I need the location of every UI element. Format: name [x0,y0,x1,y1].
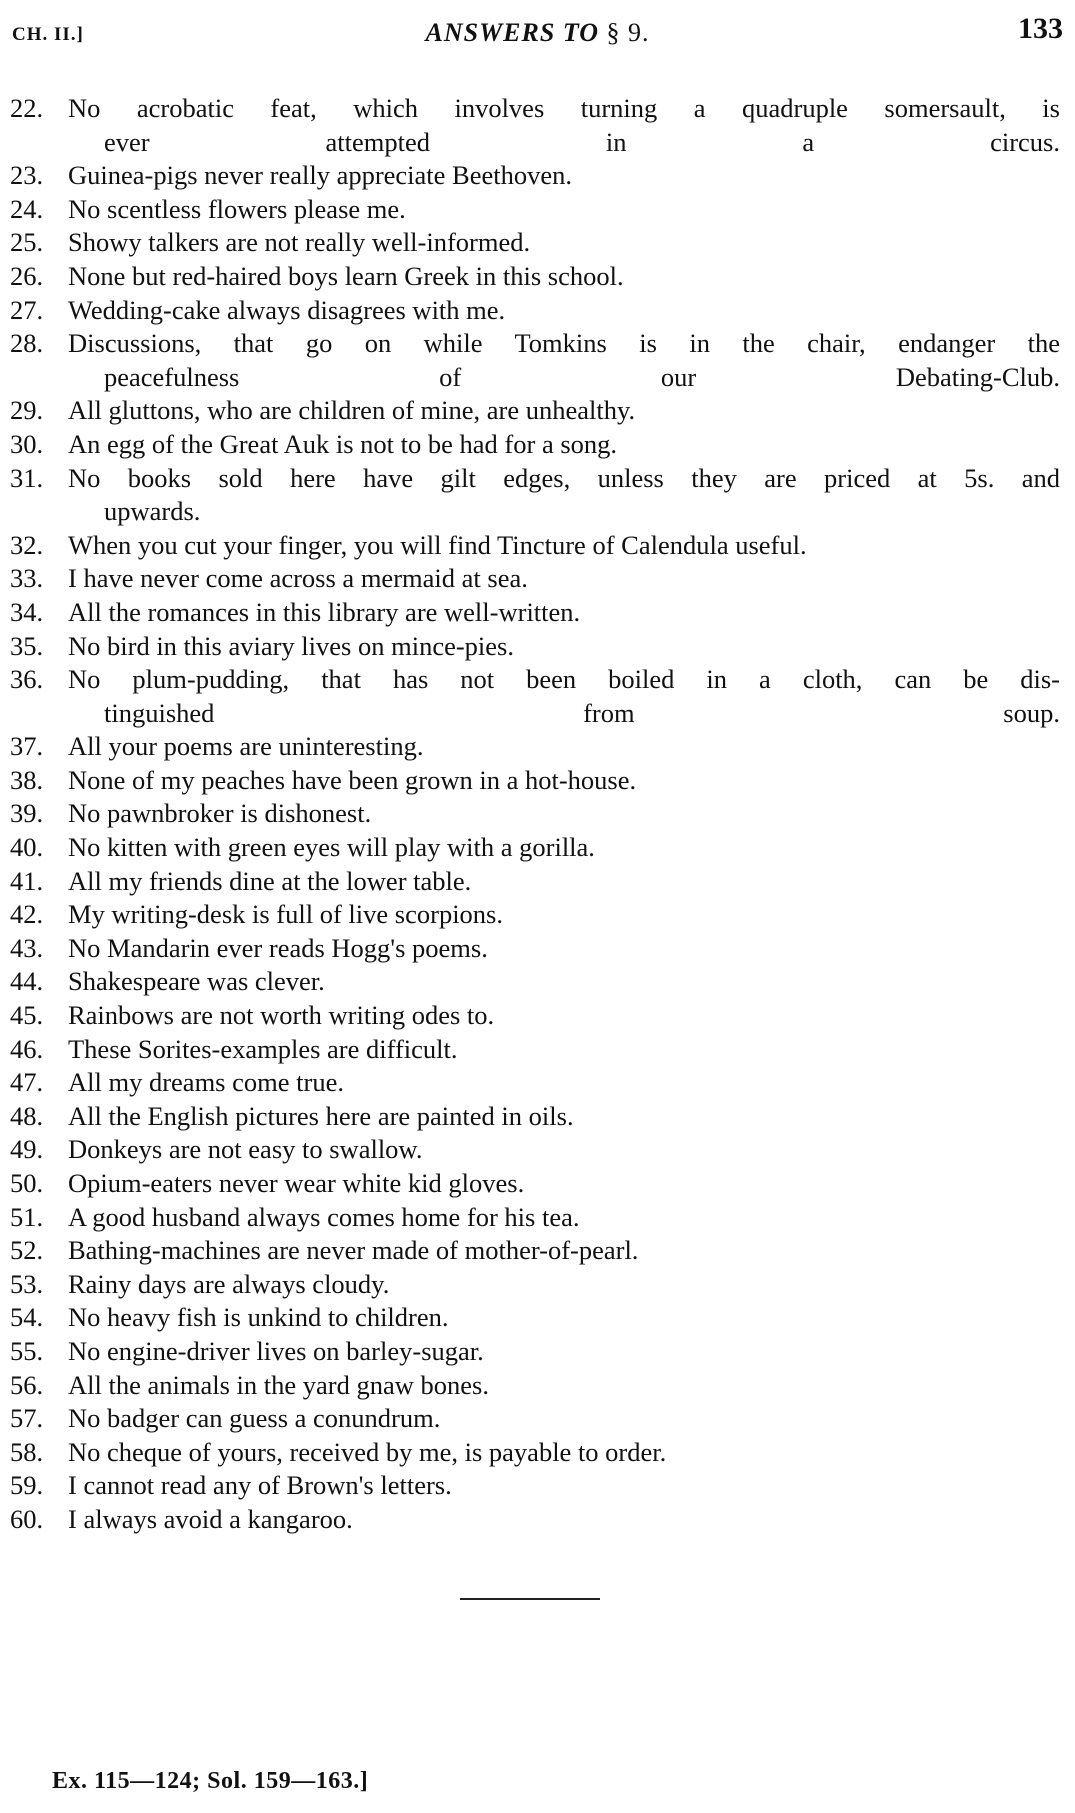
answer-text [68,1503,1060,1537]
answer-number: 51. [10,1201,44,1232]
answer-item [10,226,1060,260]
answer-line: These Sorites-examples are difficult. [68,1033,458,1064]
answer-text [68,764,1060,798]
answer-text [68,1268,1060,1302]
answer-continuation: peacefulness of our Debating-Club. [104,361,1060,392]
answer-text [68,999,1060,1033]
answer-text [68,1066,1060,1100]
answer-text [68,1167,1060,1201]
answer-item [10,193,1060,227]
answer-text [68,1100,1060,1134]
answer-item [10,865,1060,899]
answer-number: 40. [10,832,44,863]
answer-text [68,327,1060,394]
answer-number: 56. [10,1369,44,1400]
answer-item [10,1436,1060,1470]
answer-number: 43. [10,932,44,963]
answer-line: Showy talkers are not really well-informed. [68,227,531,258]
answer-item [10,1402,1060,1436]
answer-line: All the English pictures here are painted in oils. [68,1100,574,1131]
answer-number: 53. [10,1268,44,1299]
answer-number: 32. [10,529,44,560]
answer-item [10,1469,1060,1503]
answer-line: Shakespeare was clever. [68,966,325,997]
answer-line: No plum-pudding, that has not been boiled in a cloth, can be dis- [68,664,1060,695]
answer-item [10,764,1060,798]
answer-line: Bathing-machines are never made of mother-of-pearl. [68,1235,639,1266]
answer-line: None but red-haired boys learn Greek in this school. [68,260,624,291]
answer-line: No badger can guess a conundrum. [68,1403,441,1434]
answer-item [10,92,1060,159]
answer-text [68,92,1060,159]
answer-item [10,1033,1060,1067]
answer-line: My writing-desk is full of live scorpions. [68,899,503,930]
answer-number: 23. [10,160,44,191]
answer-text [68,1469,1060,1503]
answer-line: No scentless flowers please me. [68,193,406,224]
answer-line: No bird in this aviary lives on mince-pies. [68,630,514,661]
answer-number: 37. [10,731,44,762]
answer-text [68,1133,1060,1167]
answer-text [68,932,1060,966]
answer-number: 52. [10,1235,44,1266]
answer-item [10,562,1060,596]
answer-text [68,596,1060,630]
answer-number: 28. [10,328,44,359]
answer-item [10,394,1060,428]
answer-line: Rainbows are not worth writing odes to. [68,1000,495,1031]
title-text: ANSWERS TO [425,18,600,47]
answer-text [68,159,1060,193]
answer-continuation: ever attempted in a circus. [104,126,1060,157]
answer-text [68,226,1060,260]
answer-text [68,1301,1060,1335]
answer-item [10,999,1060,1033]
answer-item [10,1201,1060,1235]
answer-text [68,562,1060,596]
answer-number: 22. [10,93,44,123]
answer-text [68,1201,1060,1235]
answer-number: 48. [10,1100,44,1131]
answer-number: 54. [10,1302,44,1333]
page-number: 133 [1018,12,1063,45]
answer-text [68,831,1060,865]
answer-item [10,294,1060,328]
answer-item [10,932,1060,966]
answer-line: Discussions, that go on while Tomkins is in the chair, endanger the [68,328,1060,359]
answer-number: 26. [10,260,44,291]
answer-text [68,630,1060,664]
answer-text [68,898,1060,932]
answer-text [68,394,1060,428]
answer-number: 41. [10,865,44,896]
answer-number: 36. [10,664,44,695]
answer-number: 42. [10,899,44,930]
answer-line: All my friends dine at the lower table. [68,865,472,896]
answer-number: 29. [10,395,44,426]
answer-number: 46. [10,1033,44,1064]
answer-item [10,663,1060,730]
answer-number: 57. [10,1403,44,1434]
answer-line: Wedding-cake always disagrees with me. [68,294,506,325]
answer-line: When you cut your finger, you will find Tincture of Calendula useful. [68,529,807,560]
answer-item [10,1268,1060,1302]
answer-number: 45. [10,1000,44,1031]
answer-item [10,1167,1060,1201]
answer-item [10,898,1060,932]
answer-line: An egg of the Great Auk is not to be had for a song. [68,428,618,459]
answer-line: Opium-eaters never wear white kid gloves. [68,1168,525,1198]
answer-item [10,159,1060,193]
answer-line: No heavy fish is unkind to children. [68,1302,449,1333]
footer-reference: Ex. 115—124; Sol. 159—163.] [52,1768,369,1794]
answer-line: All your poems are uninteresting. [68,731,424,762]
answer-text [68,1436,1060,1470]
answer-line: I always avoid a kangaroo. [68,1503,353,1534]
answer-item [10,1335,1060,1369]
chapter-label: CH. II.] [12,24,84,45]
answer-item [10,797,1060,831]
answer-item [10,428,1060,462]
answer-number: 27. [10,294,44,325]
answer-text [68,529,1060,563]
answer-line: I have never come across a mermaid at sea. [68,563,528,594]
answer-number: 44. [10,966,44,997]
answer-item [10,630,1060,664]
answer-line: No Mandarin ever reads Hogg's poems. [68,932,488,963]
answer-text [68,797,1060,831]
answer-line: Guinea-pigs never really appreciate Beethoven. [68,160,573,191]
answer-item [10,965,1060,999]
answer-line: No books sold here have gilt edges, unless they are priced at 5s. and [68,462,1060,493]
answer-text [68,1369,1060,1403]
answer-line: All the animals in the yard gnaw bones. [68,1369,489,1400]
answer-text [68,1402,1060,1436]
answer-line: No engine-driver lives on barley-sugar. [68,1335,484,1366]
answer-line: Donkeys are not easy to swallow. [68,1134,423,1165]
answer-item [10,1503,1060,1537]
answer-text [68,294,1060,328]
answers-list [10,92,1060,1537]
answer-item [10,529,1060,563]
answer-text [68,1335,1060,1369]
section-divider [460,1598,600,1600]
answer-line: No cheque of yours, received by me, is payable to order. [68,1436,667,1467]
answer-item [10,831,1060,865]
answer-line: A good husband always comes home for his tea. [68,1201,580,1232]
answer-number: 24. [10,193,44,224]
page-title [12,18,1063,48]
answer-number: 35. [10,630,44,661]
answer-line: None of my peaches have been grown in a hot-house. [68,764,637,795]
answer-text [68,865,1060,899]
answer-number: 49. [10,1134,44,1165]
answer-line: I cannot read any of Brown's letters. [68,1470,452,1501]
answer-number: 50. [10,1168,44,1198]
answer-item [10,1133,1060,1167]
answer-line: All gluttons, who are children of mine, are unhealthy. [68,395,636,426]
answer-number: 38. [10,764,44,795]
answer-number: 47. [10,1067,44,1098]
answer-line: Rainy days are always cloudy. [68,1268,390,1299]
answer-number: 30. [10,428,44,459]
answer-number: 33. [10,563,44,594]
running-header [12,12,1063,58]
answer-item [10,462,1060,529]
answer-continuation: tinguished from soup. [104,697,1060,728]
answer-text [68,1234,1060,1268]
answer-number: 25. [10,227,44,258]
answer-text [68,260,1060,294]
answer-text [68,428,1060,462]
answer-item [10,730,1060,764]
answer-text [68,1033,1060,1067]
answer-continuation: upwards. [104,496,201,527]
answer-number: 59. [10,1470,44,1501]
answer-item [10,1369,1060,1403]
answer-item [10,1066,1060,1100]
answer-item [10,1234,1060,1268]
answer-number: 58. [10,1436,44,1467]
section-ref: § 9. [606,18,650,47]
answer-item [10,260,1060,294]
answer-item [10,596,1060,630]
answer-line: All my dreams come true. [68,1067,344,1098]
answer-line: All the romances in this library are well-written. [68,596,581,627]
answer-text [68,663,1060,730]
answer-line: No kitten with green eyes will play with a gorilla. [68,832,595,863]
answer-text [68,462,1060,529]
answer-number: 55. [10,1335,44,1366]
answer-number: 60. [10,1503,44,1534]
answer-number: 39. [10,798,44,829]
answer-item [10,327,1060,394]
answer-item [10,1301,1060,1335]
answer-text [68,730,1060,764]
answer-text [68,965,1060,999]
answer-text [68,193,1060,227]
answer-line: No pawnbroker is dishonest. [68,798,372,829]
answer-line: No acrobatic feat, which involves turning a quadruple somersault, is [68,93,1060,123]
answer-number: 34. [10,596,44,627]
answer-number: 31. [10,462,44,493]
answer-item [10,1100,1060,1134]
